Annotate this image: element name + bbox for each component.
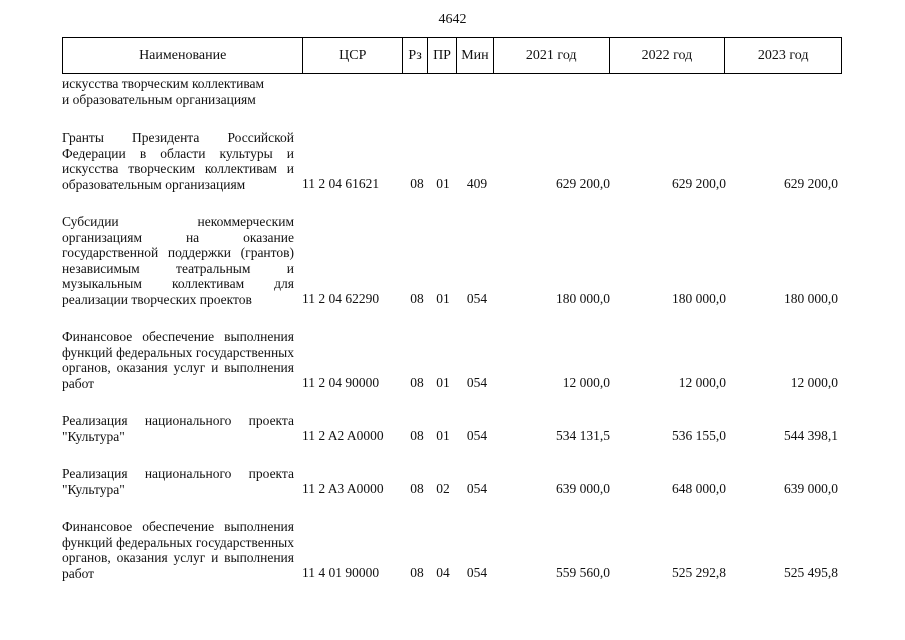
- table-row: [62, 519, 842, 581]
- header-2023: 2023 год: [757, 47, 809, 63]
- row-2023: 12 000,0: [790, 375, 838, 390]
- row-pr: 02: [436, 481, 450, 496]
- row-csr: 11 2 04 90000: [302, 375, 380, 390]
- continuation-line: и образовательным организациям: [62, 91, 256, 107]
- header-rz: Рз: [403, 38, 428, 73]
- header-min: Мин: [457, 38, 494, 73]
- row-rz: 08: [410, 428, 424, 443]
- row-2022: 629 200,0: [672, 176, 726, 191]
- header-pr: ПР: [428, 38, 457, 73]
- row-min: 054: [466, 428, 488, 443]
- row-2021: 534 131,5: [556, 428, 610, 443]
- row-2021: 559 560,0: [556, 565, 610, 580]
- row-name: Финансовое обеспечение выполнения функций федеральных государственных органов, оказания услуг и выполнения работ: [62, 329, 294, 391]
- header-2021: 2021 год: [494, 38, 610, 73]
- row-2021: 12 000,0: [562, 375, 610, 390]
- row-name: Реализация национального проекта "Культура": [62, 413, 294, 444]
- row-2023: 180 000,0: [784, 291, 838, 306]
- row-min: 409: [466, 176, 488, 191]
- table-row: [62, 466, 842, 497]
- row-2022: 525 292,8: [672, 565, 726, 580]
- row-csr: 11 2 A3 A0000: [302, 481, 384, 496]
- row-2023: 525 495,8: [784, 565, 838, 580]
- row-rz: 08: [410, 291, 424, 306]
- row-2023: 629 200,0: [784, 176, 838, 191]
- header-csr: ЦСР: [303, 38, 403, 73]
- continuation-line: искусства творческим коллективам: [62, 76, 265, 91]
- row-pr: 01: [436, 291, 450, 306]
- table-body: [62, 76, 842, 581]
- row-rz: 08: [410, 176, 424, 191]
- row-csr: 11 2 04 61621: [302, 176, 380, 191]
- row-min: 054: [466, 481, 488, 496]
- row-csr: 11 4 01 90000: [302, 565, 380, 580]
- row-2021: 639 000,0: [556, 481, 610, 496]
- table-row: [62, 329, 842, 391]
- row-rz: 08: [410, 565, 424, 580]
- continuation-text: [62, 76, 842, 107]
- row-name: Финансовое обеспечение выполнения функций федеральных государственных органов, оказания услуг и выполнения работ: [62, 519, 294, 581]
- table-row: [62, 413, 842, 444]
- row-2022: 536 155,0: [672, 428, 726, 443]
- row-csr: 11 2 04 62290: [302, 291, 380, 306]
- row-pr: 01: [436, 428, 450, 443]
- row-min: 054: [466, 375, 488, 390]
- row-2023: 639 000,0: [784, 481, 838, 496]
- page-number: 4642: [438, 12, 467, 27]
- header-2022: 2022 год: [610, 38, 726, 73]
- row-2022: 180 000,0: [672, 291, 726, 306]
- row-pr: 01: [436, 375, 450, 390]
- row-name: Реализация национального проекта "Культура": [62, 466, 294, 497]
- row-2022: 648 000,0: [672, 481, 726, 496]
- row-min: 054: [466, 291, 488, 306]
- table-row: [62, 130, 842, 192]
- table-header: [62, 37, 842, 74]
- row-2023: 544 398,1: [784, 428, 838, 443]
- row-csr: 11 2 A2 A0000: [302, 428, 384, 443]
- row-pr: 01: [436, 176, 450, 191]
- row-name: Субсидии некоммерческим организациям на оказание государственной поддержки (грантов) независимым театральным и музыкальным коллективам для реализации творческих проектов: [62, 214, 294, 307]
- row-2022: 12 000,0: [678, 375, 726, 390]
- row-min: 054: [466, 565, 488, 580]
- row-rz: 08: [410, 481, 424, 496]
- row-rz: 08: [410, 375, 424, 390]
- table-row: [62, 214, 842, 307]
- row-2021: 180 000,0: [556, 291, 610, 306]
- header-name: Наименование: [63, 38, 303, 73]
- row-name: Гранты Президента Российской Федерации в области культуры и искусства творческим коллективам и образовательным организациям: [62, 130, 294, 192]
- row-2021: 629 200,0: [556, 176, 610, 191]
- row-pr: 04: [436, 565, 450, 580]
